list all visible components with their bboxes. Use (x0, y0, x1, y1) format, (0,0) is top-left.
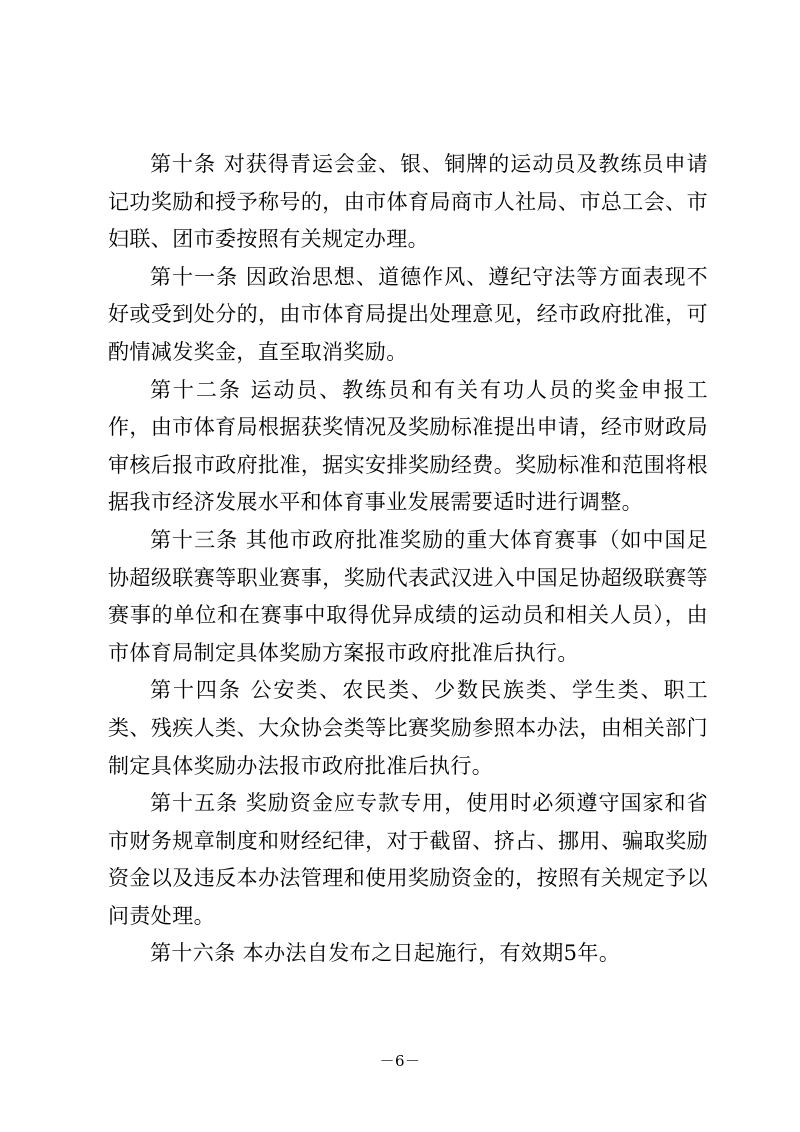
page-number: －6－ (379, 1052, 421, 1070)
article-13-paragraph: 第十三条 其他市政府批准奖励的重大体育赛事（如中国足协超级联赛等职业赛事，奖励代表武汉进入中国足协超级联赛等赛事的单位和在赛事中取得优异成绩的运动员和相关人员），由市体育局制定具体奖励方案报市政府批准后执行。 (108, 527, 708, 665)
article-14-paragraph: 第十四条 公安类、农民类、少数民族类、学生类、职工类、残疾人类、大众协会类等比赛奖励参照本办法，由相关部门制定具体奖励办法报市政府批准后执行。 (108, 678, 708, 778)
article-11-paragraph: 第十一条 因政治思想、道德作风、遵纪守法等方面表现不好或受到处分的，由市体育局提出处理意见，经市政府批准，可酌情减发奖金，直至取消奖励。 (108, 264, 708, 364)
article-12-paragraph: 第十二条 运动员、教练员和有关有功人员的奖金申报工作，由市体育局根据获奖情况及奖励标准提出申请，经市财政局审核后报市政府批准，据实安排奖励经费。奖励标准和范围将根据我市经济发展水平和体育事业发展需要适时进行调整。 (108, 377, 708, 515)
article-15-paragraph: 第十五条 奖励资金应专款专用，使用时必须遵守国家和省市财务规章制度和财经纪律，对于截留、挤占、挪用、骗取奖励资金以及违反本办法管理和使用奖励资金的，按照有关规定予以问责处理。 (108, 791, 708, 928)
article-16-paragraph: 第十六条 本办法自发布之日起施行，有效期5年。 (150, 941, 621, 966)
document-body (108, 146, 708, 973)
article-10-paragraph: 第十条 对获得青运会金、银、铜牌的运动员及教练员申请记功奖励和授予称号的，由市体育局商市人社局、市总工会、市妇联、团市委按照有关规定办理。 (108, 152, 708, 252)
